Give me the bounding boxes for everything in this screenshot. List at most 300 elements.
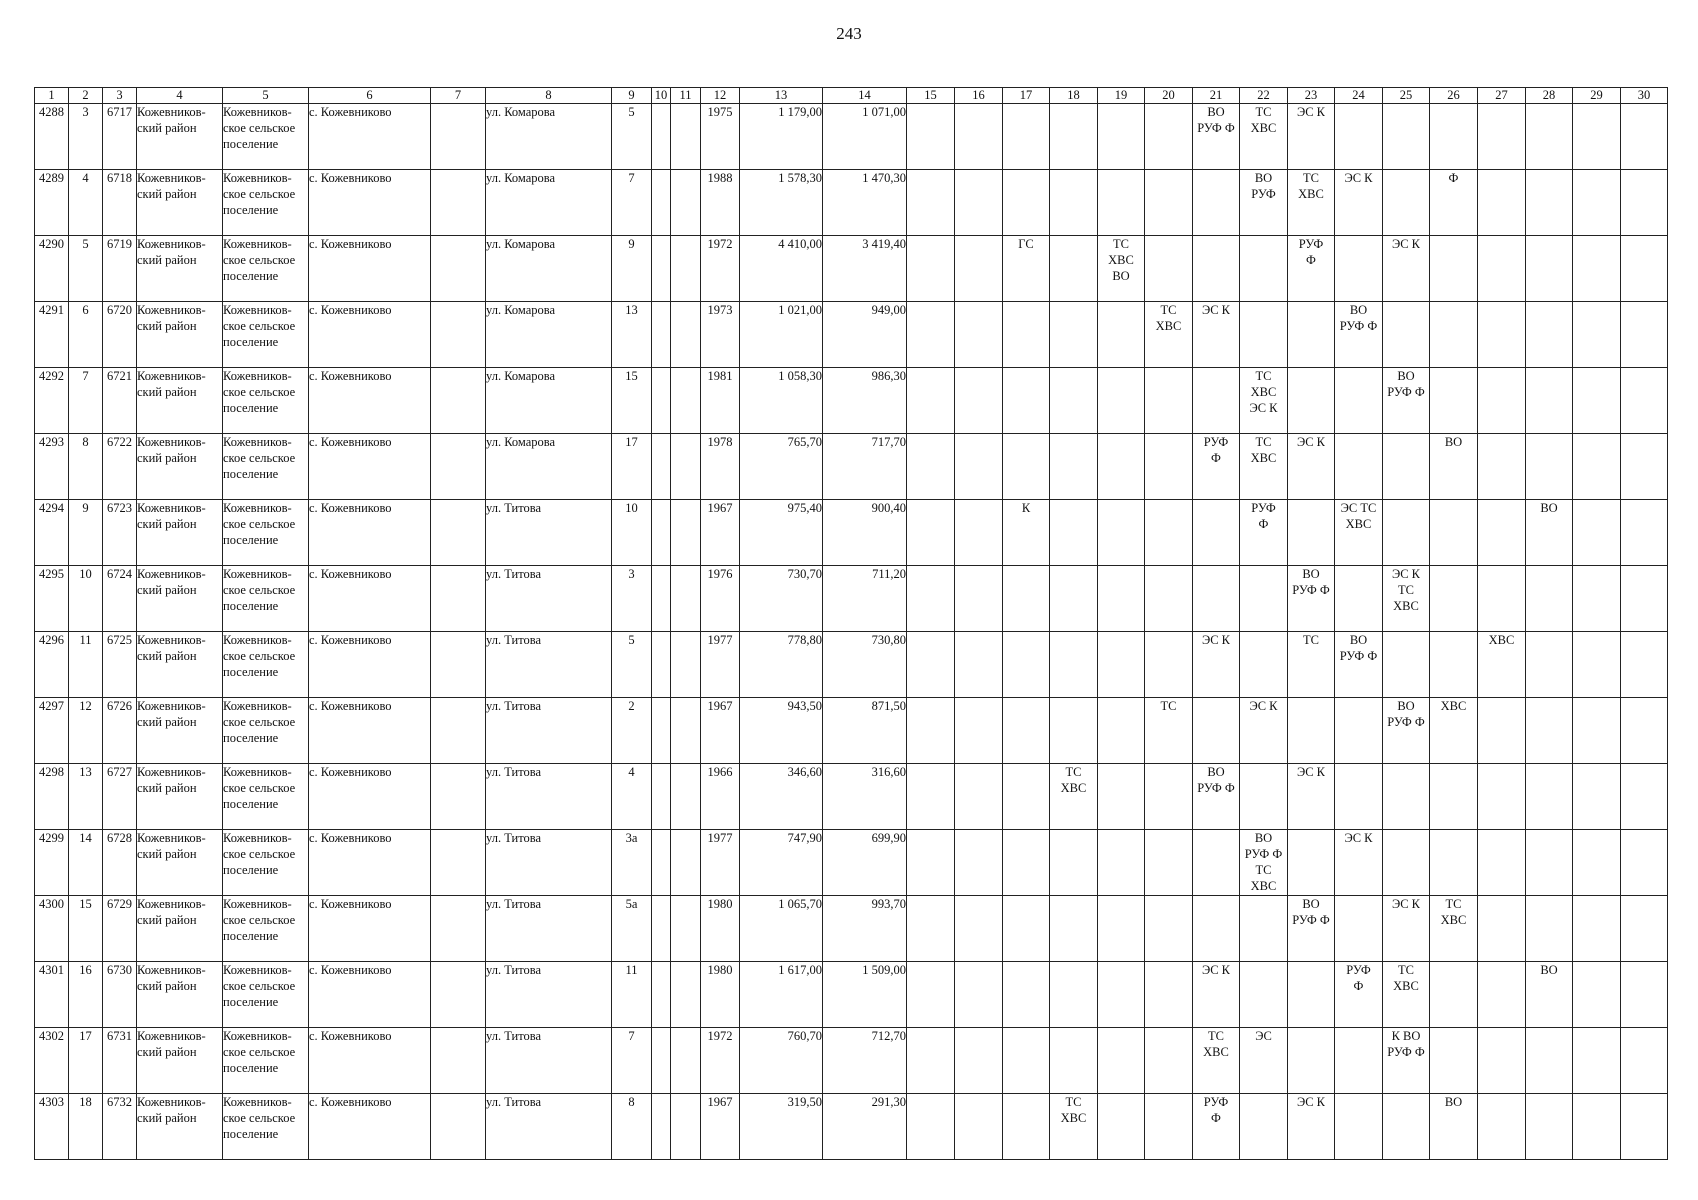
empty-cell — [1098, 368, 1145, 434]
empty-cell — [1383, 764, 1430, 830]
object-code-cell: 6718 — [103, 170, 137, 236]
column-header: 13 — [740, 88, 823, 104]
district-cell — [137, 698, 223, 764]
living-area-cell: 730,80 — [823, 632, 907, 698]
record-number-cell: 4295 — [35, 566, 69, 632]
work-code-cell — [1193, 764, 1240, 830]
empty-cell — [1621, 434, 1668, 500]
empty-cell — [652, 434, 671, 500]
work-code: РУФ Ф — [1244, 847, 1283, 861]
empty-cell — [431, 368, 486, 434]
empty-cell — [1621, 962, 1668, 1028]
empty-cell — [652, 962, 671, 1028]
settlement-cell — [223, 368, 309, 434]
work-code-cell — [1526, 962, 1573, 1028]
table-row — [35, 368, 1668, 434]
column-header: 17 — [1003, 88, 1050, 104]
record-number-cell: 4302 — [35, 1028, 69, 1094]
record-number-cell: 4289 — [35, 170, 69, 236]
work-code: РУФ Ф — [1339, 319, 1378, 333]
settlement-cell — [223, 566, 309, 632]
empty-cell — [1430, 962, 1478, 1028]
empty-cell — [1003, 698, 1050, 764]
column-header: 22 — [1240, 88, 1288, 104]
settlement-cell-line: Кожевников- — [223, 963, 292, 977]
empty-cell — [671, 1094, 701, 1160]
empty-cell — [1573, 830, 1621, 896]
empty-cell — [1430, 104, 1478, 170]
empty-cell — [1478, 434, 1526, 500]
empty-cell — [1526, 1028, 1573, 1094]
work-code: РУФ Ф — [1197, 121, 1235, 135]
living-area-cell: 316,60 — [823, 764, 907, 830]
empty-cell — [1383, 170, 1430, 236]
work-code-cell — [1050, 764, 1098, 830]
district-cell — [137, 896, 223, 962]
empty-cell — [1430, 236, 1478, 302]
record-number-cell: 4303 — [35, 1094, 69, 1160]
work-code-cell — [1240, 1028, 1288, 1094]
empty-cell — [1098, 764, 1145, 830]
district-cell-line: Кожевников- — [137, 963, 206, 977]
work-code: ВО — [1112, 269, 1130, 283]
work-code: ЭС К — [1249, 699, 1278, 713]
empty-cell — [907, 1028, 955, 1094]
empty-cell — [1383, 500, 1430, 566]
settlement-cell-line: ское сельское — [223, 979, 296, 993]
settlement-cell-line: Кожевников- — [223, 765, 292, 779]
street-cell: ул. Титова — [486, 1028, 612, 1094]
housing-register-table — [34, 87, 1668, 1160]
empty-cell — [1478, 896, 1526, 962]
page-number: 243 — [836, 24, 862, 43]
district-cell — [137, 566, 223, 632]
column-header: 7 — [431, 88, 486, 104]
work-code: ВО — [1397, 699, 1415, 713]
work-code: ЭС К — [1391, 237, 1421, 251]
total-area-cell: 1 617,00 — [740, 962, 823, 1028]
empty-cell — [955, 830, 1003, 896]
empty-cell — [1193, 170, 1240, 236]
work-code-cell — [1288, 1094, 1335, 1160]
empty-cell — [1098, 698, 1145, 764]
house-number-cell: 5а — [612, 896, 652, 962]
year-built-cell: 1980 — [701, 896, 740, 962]
record-number-cell: 4299 — [35, 830, 69, 896]
empty-cell — [1526, 170, 1573, 236]
work-code-cell — [1335, 170, 1383, 236]
empty-cell — [431, 962, 486, 1028]
settlement-cell-line: поселение — [223, 1061, 279, 1075]
empty-cell — [1430, 368, 1478, 434]
empty-cell — [955, 962, 1003, 1028]
empty-cell — [1145, 896, 1193, 962]
empty-cell — [1621, 236, 1668, 302]
empty-cell — [671, 566, 701, 632]
district-cell — [137, 830, 223, 896]
work-code: ЭС ТС — [1340, 501, 1377, 515]
empty-cell — [1621, 698, 1668, 764]
column-header: 18 — [1050, 88, 1098, 104]
empty-cell — [1288, 830, 1335, 896]
empty-cell — [431, 566, 486, 632]
living-area-cell: 711,20 — [823, 566, 907, 632]
empty-cell — [1240, 566, 1288, 632]
object-code-cell: 6721 — [103, 368, 137, 434]
work-code: ВО — [1349, 633, 1368, 647]
district-cell-line: ский район — [137, 253, 197, 267]
work-code: РУФ — [1251, 501, 1276, 515]
district-cell-line: ский район — [137, 847, 197, 861]
total-area-cell: 319,50 — [740, 1094, 823, 1160]
work-code: ВО — [1207, 765, 1225, 779]
empty-cell — [955, 368, 1003, 434]
work-code-cell — [1335, 830, 1383, 896]
empty-cell — [652, 302, 671, 368]
work-code-cell — [1240, 698, 1288, 764]
empty-cell — [1003, 1028, 1050, 1094]
work-code: Ф — [1258, 517, 1269, 531]
work-code-cell — [1430, 896, 1478, 962]
work-code-cell — [1383, 962, 1430, 1028]
empty-cell — [671, 896, 701, 962]
empty-cell — [907, 698, 955, 764]
settlement-cell — [223, 1028, 309, 1094]
empty-cell — [1526, 434, 1573, 500]
empty-cell — [1145, 368, 1193, 434]
empty-cell — [955, 302, 1003, 368]
sequence-number-cell: 15 — [69, 896, 103, 962]
district-cell-line: ский район — [137, 649, 197, 663]
empty-cell — [1478, 962, 1526, 1028]
work-code-cell — [1288, 632, 1335, 698]
locality-cell: с. Кожевниково — [309, 962, 431, 1028]
empty-cell — [1383, 434, 1430, 500]
work-code: ХВС — [1298, 187, 1324, 201]
settlement-cell — [223, 104, 309, 170]
empty-cell — [1621, 170, 1668, 236]
empty-cell — [1526, 896, 1573, 962]
work-code: ТС — [1255, 369, 1272, 383]
empty-cell — [1003, 104, 1050, 170]
empty-cell — [652, 236, 671, 302]
work-code: ЭС — [1255, 1029, 1272, 1043]
column-header: 23 — [1288, 88, 1335, 104]
settlement-cell-line: поселение — [223, 929, 279, 943]
district-cell — [137, 104, 223, 170]
settlement-cell — [223, 302, 309, 368]
work-code-cell — [1288, 104, 1335, 170]
sequence-number-cell: 14 — [69, 830, 103, 896]
settlement-cell — [223, 170, 309, 236]
empty-cell — [907, 170, 955, 236]
empty-cell — [907, 566, 955, 632]
total-area-cell: 4 410,00 — [740, 236, 823, 302]
work-code: РУФ — [1203, 1095, 1229, 1109]
empty-cell — [1430, 500, 1478, 566]
empty-cell — [1621, 368, 1668, 434]
work-code: ТС — [1255, 435, 1272, 449]
living-area-cell: 1 509,00 — [823, 962, 907, 1028]
empty-cell — [1145, 632, 1193, 698]
empty-cell — [1621, 500, 1668, 566]
empty-cell — [1050, 500, 1098, 566]
settlement-cell-line: ское сельское — [223, 451, 296, 465]
empty-cell — [431, 698, 486, 764]
empty-cell — [1193, 896, 1240, 962]
empty-cell — [1193, 698, 1240, 764]
empty-cell — [1335, 764, 1383, 830]
work-code: ВО — [1302, 897, 1320, 911]
sequence-number-cell: 10 — [69, 566, 103, 632]
district-cell — [137, 368, 223, 434]
settlement-cell-line: поселение — [223, 401, 279, 415]
sequence-number-cell: 8 — [69, 434, 103, 500]
empty-cell — [1050, 566, 1098, 632]
district-cell — [137, 500, 223, 566]
empty-cell — [1003, 434, 1050, 500]
settlement-cell-line: поселение — [223, 995, 279, 1009]
district-cell — [137, 170, 223, 236]
district-cell-line: Кожевников- — [137, 633, 206, 647]
living-area-cell: 699,90 — [823, 830, 907, 896]
empty-cell — [671, 368, 701, 434]
settlement-cell-line: Кожевников- — [223, 699, 292, 713]
empty-cell — [955, 104, 1003, 170]
year-built-cell: 1978 — [701, 434, 740, 500]
work-code: ВО — [1349, 303, 1368, 317]
work-code: ХВС — [1060, 781, 1087, 795]
empty-cell — [1288, 500, 1335, 566]
empty-cell — [1573, 1094, 1621, 1160]
empty-cell — [1240, 1094, 1288, 1160]
settlement-cell-line: поселение — [223, 137, 279, 151]
empty-cell — [1383, 632, 1430, 698]
living-area-cell: 900,40 — [823, 500, 907, 566]
empty-cell — [652, 1094, 671, 1160]
settlement-cell-line: ское сельское — [223, 385, 296, 399]
empty-cell — [1193, 236, 1240, 302]
empty-cell — [1240, 302, 1288, 368]
year-built-cell: 1977 — [701, 830, 740, 896]
empty-cell — [1430, 632, 1478, 698]
house-number-cell: 7 — [612, 170, 652, 236]
house-number-cell: 3а — [612, 830, 652, 896]
living-area-cell: 3 419,40 — [823, 236, 907, 302]
work-code-cell — [1098, 236, 1145, 302]
settlement-cell — [223, 434, 309, 500]
settlement-cell-line: ское сельское — [223, 781, 296, 795]
empty-cell — [1526, 764, 1573, 830]
column-number-header — [35, 88, 1668, 104]
work-code-cell — [1240, 368, 1288, 434]
work-code: ВО — [1254, 831, 1273, 845]
locality-cell: с. Кожевниково — [309, 104, 431, 170]
district-cell-line: ский район — [137, 913, 197, 927]
work-code-cell — [1193, 1028, 1240, 1094]
district-cell-line: ский район — [137, 715, 197, 729]
living-area-cell: 1 071,00 — [823, 104, 907, 170]
work-code-cell — [1430, 170, 1478, 236]
empty-cell — [671, 698, 701, 764]
empty-cell — [1050, 632, 1098, 698]
empty-cell — [1573, 896, 1621, 962]
district-cell-line: ский район — [137, 583, 197, 597]
locality-cell: с. Кожевниково — [309, 1028, 431, 1094]
work-code: РУФ Ф — [1339, 649, 1378, 663]
table-row — [35, 830, 1668, 896]
work-code: ЭС К — [1344, 171, 1373, 185]
settlement-cell-line: ское сельское — [223, 715, 296, 729]
total-area-cell: 730,70 — [740, 566, 823, 632]
empty-cell — [1526, 566, 1573, 632]
record-number-cell: 4292 — [35, 368, 69, 434]
column-header: 11 — [671, 88, 701, 104]
work-code: Ф — [1448, 171, 1459, 185]
district-cell-line: Кожевников- — [137, 105, 206, 119]
column-header: 24 — [1335, 88, 1383, 104]
locality-cell: с. Кожевниково — [309, 302, 431, 368]
empty-cell — [1573, 302, 1621, 368]
empty-cell — [907, 830, 955, 896]
work-code: К — [1021, 501, 1031, 515]
empty-cell — [1193, 566, 1240, 632]
empty-cell — [1621, 896, 1668, 962]
work-code: ТС — [1065, 1095, 1082, 1109]
work-code: ТС — [1160, 303, 1177, 317]
empty-cell — [431, 1094, 486, 1160]
empty-cell — [907, 236, 955, 302]
work-code: ХВС — [1108, 253, 1134, 267]
sequence-number-cell: 12 — [69, 698, 103, 764]
empty-cell — [1478, 830, 1526, 896]
work-code: Ф — [1211, 1111, 1221, 1125]
work-code: РУФ Ф — [1292, 583, 1330, 597]
empty-cell — [1430, 566, 1478, 632]
locality-cell: с. Кожевниково — [309, 698, 431, 764]
empty-cell — [1288, 302, 1335, 368]
empty-cell — [1145, 1094, 1193, 1160]
empty-cell — [907, 962, 955, 1028]
object-code-cell: 6720 — [103, 302, 137, 368]
year-built-cell: 1973 — [701, 302, 740, 368]
column-header: 12 — [701, 88, 740, 104]
empty-cell — [1621, 302, 1668, 368]
settlement-cell — [223, 698, 309, 764]
settlement-cell-line: ское сельское — [223, 1111, 296, 1125]
work-code: ХВС — [1488, 633, 1515, 647]
work-code: ХВС — [1250, 121, 1277, 135]
work-code-cell — [1430, 698, 1478, 764]
work-code: ХВС — [1203, 1045, 1229, 1059]
settlement-cell-line: поселение — [223, 599, 279, 613]
work-code: РУФ Ф — [1292, 913, 1330, 927]
living-area-cell: 712,70 — [823, 1028, 907, 1094]
locality-cell: с. Кожевниково — [309, 830, 431, 896]
empty-cell — [1478, 500, 1526, 566]
work-code-cell — [1335, 962, 1383, 1028]
year-built-cell: 1967 — [701, 698, 740, 764]
work-code: ВО — [1207, 105, 1225, 119]
object-code-cell: 6724 — [103, 566, 137, 632]
empty-cell — [1145, 104, 1193, 170]
record-number-cell: 4288 — [35, 104, 69, 170]
empty-cell — [1573, 170, 1621, 236]
settlement-cell-line: Кожевников- — [223, 1029, 292, 1043]
work-code-cell — [1003, 236, 1050, 302]
district-cell-line: ский район — [137, 187, 197, 201]
object-code-cell: 6729 — [103, 896, 137, 962]
work-code: ЭС К — [1296, 765, 1326, 779]
empty-cell — [1526, 830, 1573, 896]
empty-cell — [907, 368, 955, 434]
work-code: ВО — [1444, 1095, 1463, 1109]
district-cell-line: Кожевников- — [137, 765, 206, 779]
column-header: 20 — [1145, 88, 1193, 104]
work-code: РУФ — [1203, 435, 1229, 449]
work-code: ТС — [1160, 699, 1177, 713]
work-code-cell — [1193, 632, 1240, 698]
empty-cell — [652, 566, 671, 632]
work-code-cell — [1193, 302, 1240, 368]
settlement-cell-line: ское сельское — [223, 319, 296, 333]
empty-cell — [671, 764, 701, 830]
settlement-cell-line: поселение — [223, 269, 279, 283]
empty-cell — [955, 764, 1003, 830]
settlement-cell-line: ское сельское — [223, 583, 296, 597]
house-number-cell: 3 — [612, 566, 652, 632]
empty-cell — [1240, 764, 1288, 830]
empty-cell — [1430, 764, 1478, 830]
column-header: 2 — [69, 88, 103, 104]
empty-cell — [1573, 632, 1621, 698]
work-code-cell — [1335, 500, 1383, 566]
empty-cell — [1240, 236, 1288, 302]
work-code: ТС — [1303, 633, 1319, 647]
empty-cell — [907, 632, 955, 698]
empty-cell — [1621, 104, 1668, 170]
empty-cell — [1526, 632, 1573, 698]
empty-cell — [1050, 302, 1098, 368]
table-row — [35, 566, 1668, 632]
settlement-cell-line: Кожевников- — [223, 1095, 292, 1109]
empty-cell — [1335, 698, 1383, 764]
work-code-cell — [1288, 236, 1335, 302]
settlement-cell — [223, 962, 309, 1028]
district-cell-line: Кожевников- — [137, 501, 206, 515]
empty-cell — [1145, 764, 1193, 830]
empty-cell — [1335, 566, 1383, 632]
empty-cell — [1240, 962, 1288, 1028]
empty-cell — [1098, 896, 1145, 962]
year-built-cell: 1972 — [701, 1028, 740, 1094]
object-code-cell: 6731 — [103, 1028, 137, 1094]
district-cell-line: ский район — [137, 1045, 197, 1059]
empty-cell — [1098, 500, 1145, 566]
column-header: 19 — [1098, 88, 1145, 104]
locality-cell: с. Кожевниково — [309, 632, 431, 698]
work-code: ЭС К — [1296, 1095, 1326, 1109]
work-code-cell — [1430, 1094, 1478, 1160]
work-code: ВО — [1397, 369, 1415, 383]
empty-cell — [1003, 170, 1050, 236]
settlement-cell-line: поселение — [223, 731, 279, 745]
empty-cell — [1573, 236, 1621, 302]
work-code: ТС — [1208, 1029, 1224, 1043]
settlement-cell-line: Кожевников- — [223, 369, 292, 383]
work-code-cell — [1240, 500, 1288, 566]
work-code-cell — [1145, 302, 1193, 368]
